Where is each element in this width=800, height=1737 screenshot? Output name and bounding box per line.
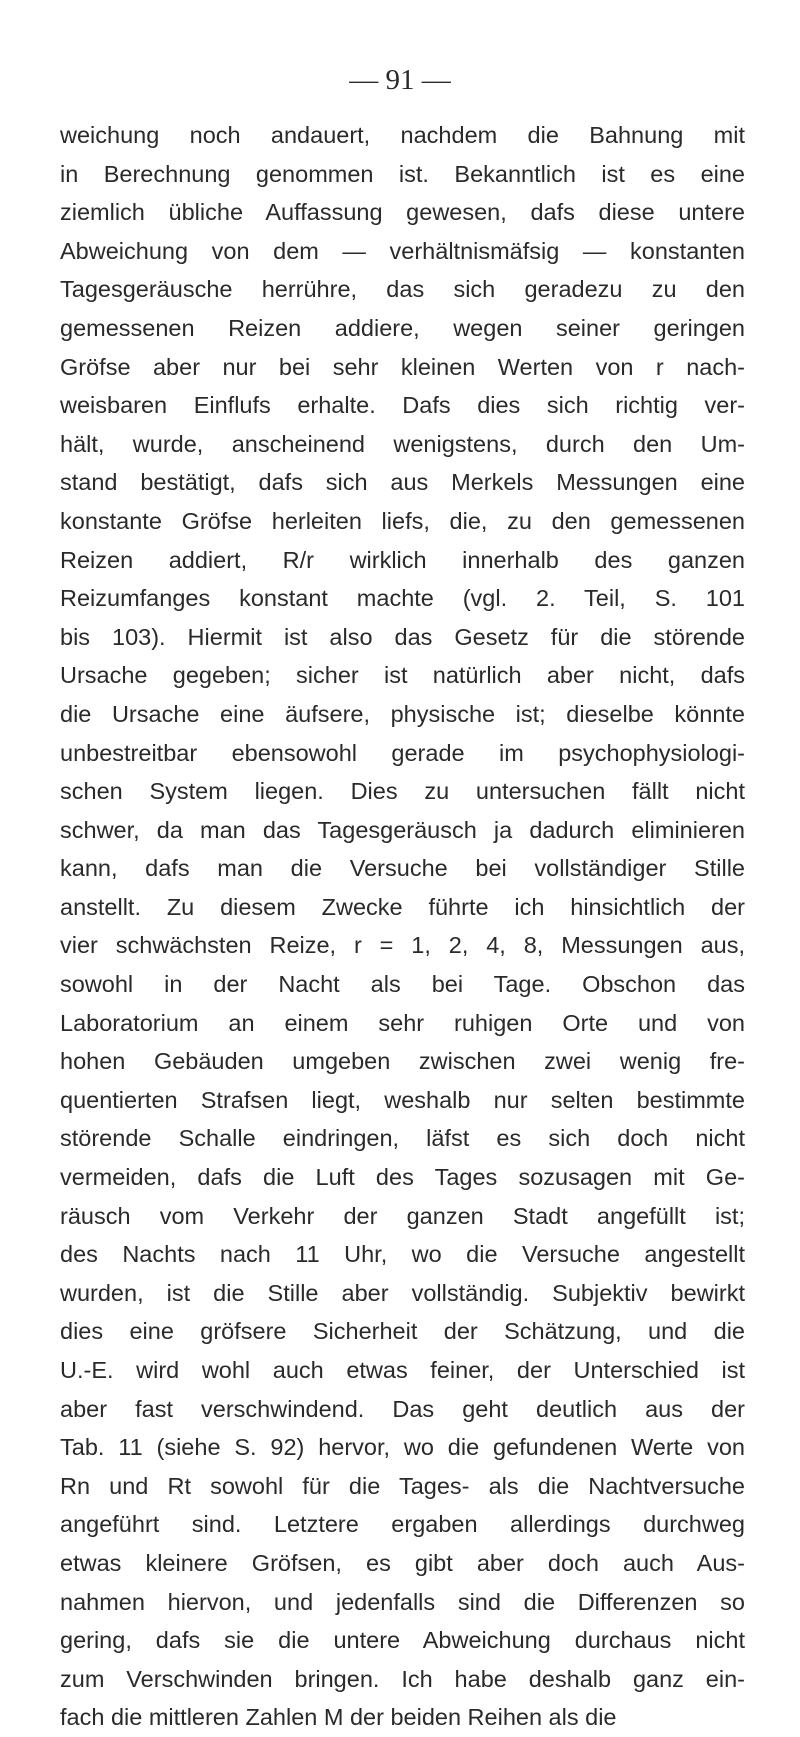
text-line-6: gemessenen Reizen addiere, wegen seiner geringen [60,314,745,341]
text-line-23: sowohl in der Nacht als bei Tage. Obschon das [60,971,745,998]
text-line-21: anstellt. Zu diesem Zwecke führte ich hinsichtlich der [60,893,745,920]
text-line-35: Tab. 11 (siehe S. 92) hervor, wo die gefundenen Werte von [60,1434,745,1461]
text-line-1: weichung noch andauert, nachdem die Bahnung mit [60,122,745,148]
text-line-8: weisbaren Einflufs erhalte. Dafs dies sich richtig ver- [60,392,745,419]
text-line-34: aber fast verschwindend. Das geht deutlich aus der [60,1395,745,1422]
text-line-42: fach die mittleren Zahlen M der beiden Reihen als die [60,1704,617,1731]
text-line-12: Reizen addiert, R/r wirklich innerhalb des ganzen [60,546,745,573]
text-line-32: dies eine gröfsere Sicherheit der Schätzung, und die [60,1318,745,1345]
text-line-19: schwer, da man das Tagesgeräusch ja dadurch eliminieren [60,816,745,843]
page-number: — 91 — [349,64,451,96]
text-line-25: hohen Gebäuden umgeben zwischen zwei wenig fre- [60,1048,745,1075]
text-line-31: wurden, ist die Stille aber vollständig. Subjektiv bewirkt [60,1279,745,1306]
text-line-14: bis 103). Hiermit ist also das Gesetz für die störende [60,623,745,650]
text-line-3: ziemlich übliche Auffassung gewesen, dafs diese untere [60,199,745,226]
text-line-38: etwas kleinere Gröfsen, es gibt aber doch auch Aus- [60,1549,745,1576]
text-line-28: vermeiden, dafs die Luft des Tages sozusagen mit Ge- [60,1164,745,1191]
text-line-2: in Berechnung genommen ist. Bekanntlich ist es eine [60,160,745,187]
text-line-26: quentierten Strafsen liegt, weshalb nur selten bestimmte [60,1086,745,1113]
text-line-33: U.-E. wird wohl auch etwas feiner, der Unterschied ist [60,1357,745,1383]
text-line-7: Gröfse aber nur bei sehr kleinen Werten von r nach- [60,353,745,380]
text-line-39: nahmen hiervon, und jedenfalls sind die Differenzen so [60,1588,745,1615]
text-line-24: Laboratorium an einem sehr ruhigen Orte und von [60,1009,745,1036]
text-line-16: die Ursache eine äufsere, physische ist; dieselbe könnte [60,700,745,727]
text-line-9: hält, wurde, anscheinend wenigstens, durch den Um- [60,430,745,457]
text-line-40: gering, dafs sie die untere Abweichung durchaus nicht [60,1627,745,1654]
text-line-22: vier schwächsten Reize, r = 1, 2, 4, 8, Messungen aus, [60,932,745,959]
text-line-15: Ursache gegeben; sicher ist natürlich aber nicht, dafs [60,662,745,689]
text-line-18: schen System liegen. Dies zu untersuchen fällt nicht [60,778,745,805]
text-line-13: Reizumfanges konstant machte (vgl. 2. Teil, S. 101 [60,585,745,612]
text-line-10: stand bestätigt, dafs sich aus Merkels Messungen eine [60,469,745,496]
text-line-30: des Nachts nach 11 Uhr, wo die Versuche angestellt [60,1241,745,1268]
text-line-20: kann, dafs man die Versuche bei vollständiger Stille [60,855,745,882]
text-line-41: zum Verschwinden bringen. Ich habe deshalb ganz ein- [60,1665,745,1692]
text-line-17: unbestreitbar ebensowohl gerade im psychophysiologi- [60,739,745,766]
text-line-36: Rn und Rt sowohl für die Tages- als die Nachtversuche [60,1472,745,1499]
text-line-27: störende Schalle eindringen, läfst es sich doch nicht [60,1125,745,1152]
text-line-37: angeführt sind. Letztere ergaben allerdings durchweg [60,1511,745,1538]
text-line-11: konstante Gröfse herleiten liefs, die, zu den gemessenen [60,507,745,534]
body-text [60,116,745,1737]
text-line-29: räusch vom Verkehr der ganzen Stadt angefüllt ist; [60,1202,745,1229]
text-line-4: Abweichung von dem — verhältnismäfsig — konstanten [60,237,745,264]
text-line-5: Tagesgeräusche herrühre, das sich geradezu zu den [60,276,745,303]
